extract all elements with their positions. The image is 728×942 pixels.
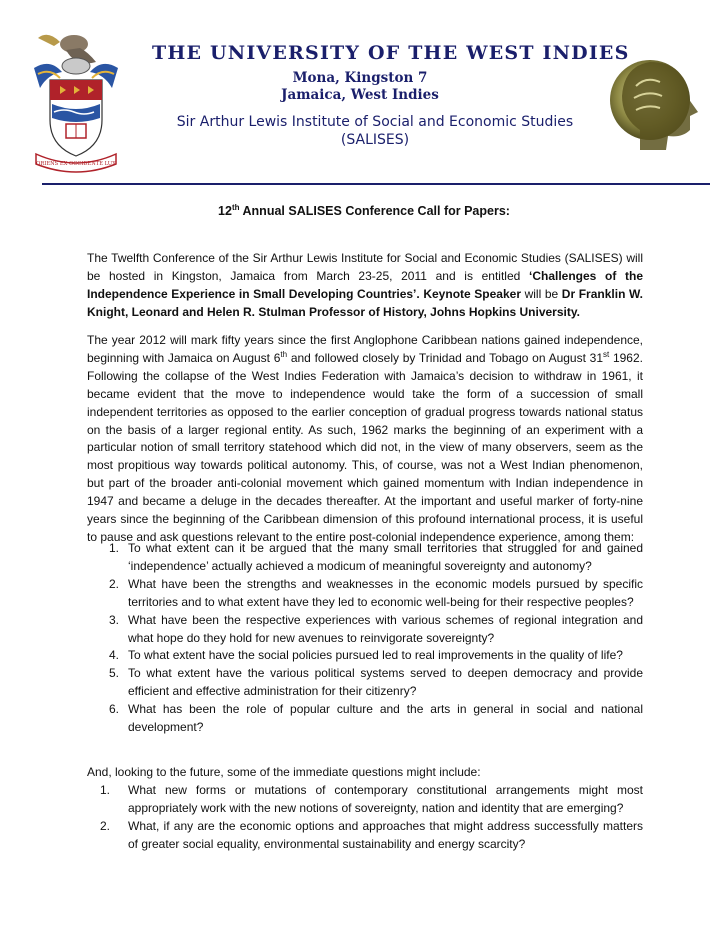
list-item: 2. What have been the strengths and weaknesses in the economic models pursued by specific territories and to what extent have they led to economic well-being for their respective peoples? [109, 576, 643, 609]
letterhead [0, 0, 728, 190]
list-item: 6. What has been the role of popular culture and the arts in general in social and national development? [109, 702, 643, 735]
campus-line-2: Jamaica, West Indies [281, 87, 439, 103]
future-question-list [87, 782, 643, 854]
intro-paragraph: The Twelfth Conference of the Sir Arthur Lewis Institute for Social and Economic Studies (SALISES) will be hosted in Kingston, Jamaica from March 23-25, 2011 and is entitled ‘Challenges of the Independence Experience in Small Developing Countries’. Keynote Speaker will be Dr Franklin W. Knight, Leonard and Helen R. Stulman Professor of History, Johns Hopkins University. [87, 251, 643, 319]
svg-text:ORIENS EX OCCIDENTE LUX: ORIENS EX OCCIDENTE LUX [36, 161, 116, 167]
salises-head-logo [606, 46, 702, 154]
document-title: 12th Annual SALISES Conference Call for Papers: [218, 203, 510, 219]
future-intro: And, looking to the future, some of the immediate questions might include: [87, 765, 481, 779]
question-list [87, 540, 643, 737]
university-crest-logo [30, 22, 122, 174]
header-divider [42, 183, 710, 185]
list-item: 1. To what extent can it be argued that the many small territories that struggled for and gained ‘independence’ actually achieved a modicum of meaningful sovereignty and autonomy? [109, 541, 643, 573]
list-item: 3. What have been the respective experiences with various schemes of regional integration and what hope do they hold for new avenues to reinvigorate sovereignty? [109, 612, 643, 645]
list-item: 1. What new forms or mutations of contemporary constitutional arrangements might most appropriately work with the new notions of sovereignty, nation and identity that are emerging? [100, 783, 643, 815]
list-item: 5. To what extent have the various political systems served to deepen democracy and provide efficient and effective administration for their citizenry? [109, 666, 643, 699]
institute-name: Sir Arthur Lewis Institute of Social and Economic Studies [176, 114, 574, 130]
institute-acronym: (SALISES) [340, 132, 410, 148]
university-name: THE UNIVERSITY OF THE WEST INDIES [152, 42, 630, 64]
campus-line-1: Mona, Kingston 7 [292, 70, 428, 86]
list-item: 2. What, if any are the economic options and approaches that might address successfully matters of greater social equality, environmental sustainability and energy scarcity? [100, 818, 643, 851]
background-paragraph: The year 2012 will mark fifty years since the first Anglophone Caribbean nations gained independence, beginning with Jamaica on August 6th and followed closely by Trinidad and Tobago on August 31st 1962. Following the collapse of the West Indies Federation with Jamaica’s decision to withdraw in 1961, it became evident that the move to independence would take the form of a succession of small independent territories as opposed to the earlier conception of gradual progress towards national status on the basis of a larger regional entity. As such, 1962 marks the beginning of an experiment with a particular notion of small territory statehood which did not, in the view of many observers, seem as the most propitious way towards political autonomy. This, of course, was not a West Indian phenomenon, but part of the broader anti-colonial movement which gained momentum with Indian independence in 1947 and became a deluge in the decades thereafter. At the important and useful marker of forty-nine years since the beginning of the Caribbean dimension of this profound international process, it is useful to pause and ask questions relevant to the entire post-colonial independence experience, among them: [87, 333, 643, 544]
list-item: 4. To what extent have the social policies pursued led to real improvements in the quality of life? [109, 648, 623, 663]
